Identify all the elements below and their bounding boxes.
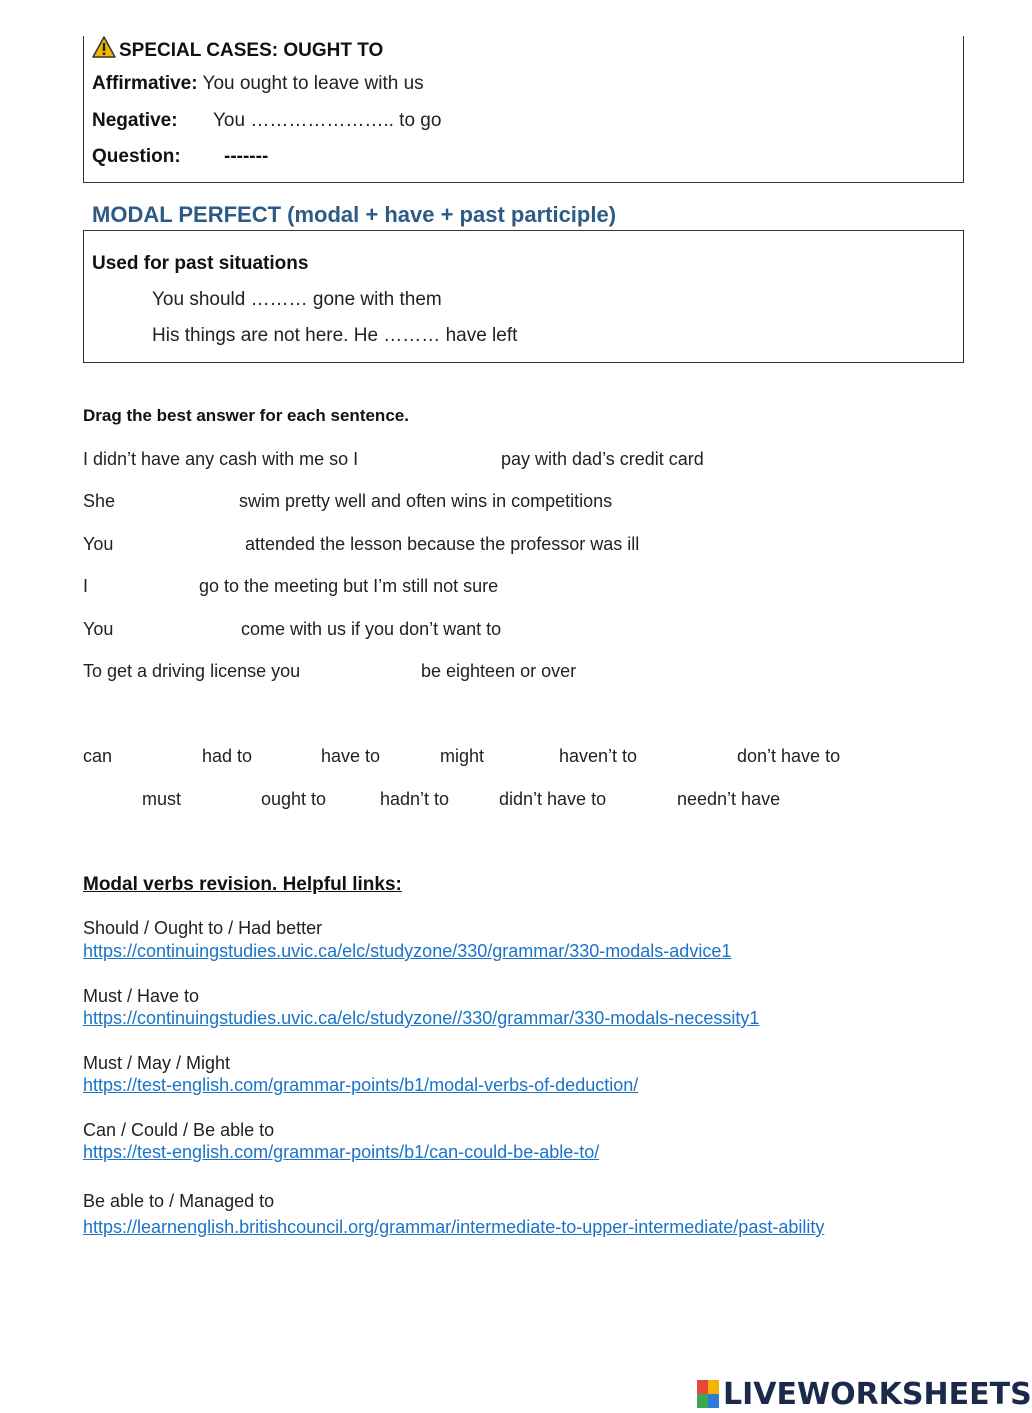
option-havent-to[interactable]: haven’t to — [559, 746, 638, 766]
logo-square-i — [708, 1380, 719, 1394]
sentence-4-end: go to the meeting but I’m still not sure — [199, 576, 499, 596]
affirmative-text: You ought to leave with us — [202, 73, 424, 94]
link-can-could[interactable]: https://test-english.com/grammar-points/b1/can-could-be-able-to/ — [83, 1142, 600, 1162]
sentence-3-end: attended the lesson because the professor was ill — [245, 534, 640, 554]
drop-slot-3[interactable] — [125, 531, 235, 557]
sentence-2-end: swim pretty well and often wins in competitions — [239, 491, 613, 511]
sentence-1-end: pay with dad’s credit card — [501, 449, 704, 469]
option-must[interactable]: must — [142, 789, 182, 809]
sentence-6-end: be eighteen or over — [421, 661, 577, 681]
option-neednt-have[interactable]: needn’t have — [677, 789, 781, 809]
drop-slot-6[interactable] — [324, 658, 412, 684]
option-dont-have-to[interactable]: don’t have to — [737, 746, 841, 766]
sentence-3-start: You — [83, 534, 114, 554]
liveworksheets-wordmark: LIVEWORKSHEETS — [723, 1376, 1032, 1412]
option-didnt-have-to[interactable]: didn’t have to — [499, 789, 607, 809]
option-ought-to[interactable]: ought to — [261, 789, 327, 809]
negative-row — [92, 110, 178, 132]
link-label-5: Be able to / Managed to — [83, 1191, 275, 1211]
question-label: Question: — [92, 146, 181, 167]
question-text: ------- — [224, 146, 269, 167]
sentence-2-start: She — [83, 491, 116, 511]
negative-label: Negative: — [92, 110, 178, 131]
option-have-to[interactable]: have to — [321, 746, 381, 766]
link-label-1: Should / Ought to / Had better — [83, 918, 323, 938]
modal-perfect-heading: MODAL PERFECT (modal + have + past participle) — [92, 202, 617, 227]
link-label-2: Must / Have to — [83, 986, 200, 1006]
link-advice[interactable]: https://continuingstudies.uvic.ca/elc/studyzone/330/grammar/330-modals-advice1 — [83, 941, 732, 961]
option-can[interactable]: can — [83, 746, 113, 766]
sentence-5-start: You — [83, 619, 114, 639]
special-cases-title: SPECIAL CASES: OUGHT TO — [119, 40, 384, 61]
drop-slot-1[interactable] — [378, 446, 488, 472]
revision-title: Modal verbs revision. Helpful links: — [83, 874, 402, 895]
link-label-3: Must / May / Might — [83, 1053, 231, 1073]
special-cases-title-row — [92, 36, 383, 62]
link-label-4: Can / Could / Be able to — [83, 1120, 275, 1140]
link-deduction[interactable]: https://test-english.com/grammar-points/b1/modal-verbs-of-deduction/ — [83, 1075, 639, 1095]
link-necessity[interactable]: https://continuingstudies.uvic.ca/elc/studyzone//330/grammar/330-modals-necessity1 — [83, 1008, 760, 1028]
warning-icon — [92, 36, 116, 58]
liveworksheets-icon — [697, 1380, 719, 1408]
sentence-1-start: I didn’t have any cash with me so I — [83, 449, 359, 469]
logo-square-v — [697, 1394, 708, 1408]
question-row — [92, 146, 181, 168]
drop-slot-4[interactable] — [98, 573, 190, 599]
logo-square-l — [697, 1380, 708, 1394]
drop-slot-2[interactable] — [125, 488, 230, 514]
sentence-4-start: I — [83, 576, 89, 596]
link-past-ability[interactable]: https://learnenglish.britishcouncil.org/grammar/intermediate-to-upper-intermediate/past-ability — [83, 1217, 825, 1237]
affirmative-label: Affirmative: — [92, 73, 198, 94]
used-for-label: Used for past situations — [92, 253, 309, 274]
modal-perfect-example-2: His things are not here. He ……… have left — [152, 325, 518, 346]
option-hadnt-to[interactable]: hadn’t to — [380, 789, 450, 809]
negative-text: You ………………….. to go — [213, 110, 442, 131]
exercise-instruction: Drag the best answer for each sentence. — [83, 406, 409, 425]
option-had-to[interactable]: had to — [202, 746, 253, 766]
liveworksheets-logo[interactable] — [697, 1376, 1032, 1412]
affirmative-row — [92, 73, 424, 95]
sentence-6-start: To get a driving license you — [83, 661, 301, 681]
logo-square-e — [708, 1394, 719, 1408]
modal-perfect-example-1: You should ……… gone with them — [152, 289, 442, 310]
drop-slot-5[interactable] — [125, 616, 231, 642]
sentence-5-end: come with us if you don’t want to — [241, 619, 502, 639]
option-might[interactable]: might — [440, 746, 485, 766]
